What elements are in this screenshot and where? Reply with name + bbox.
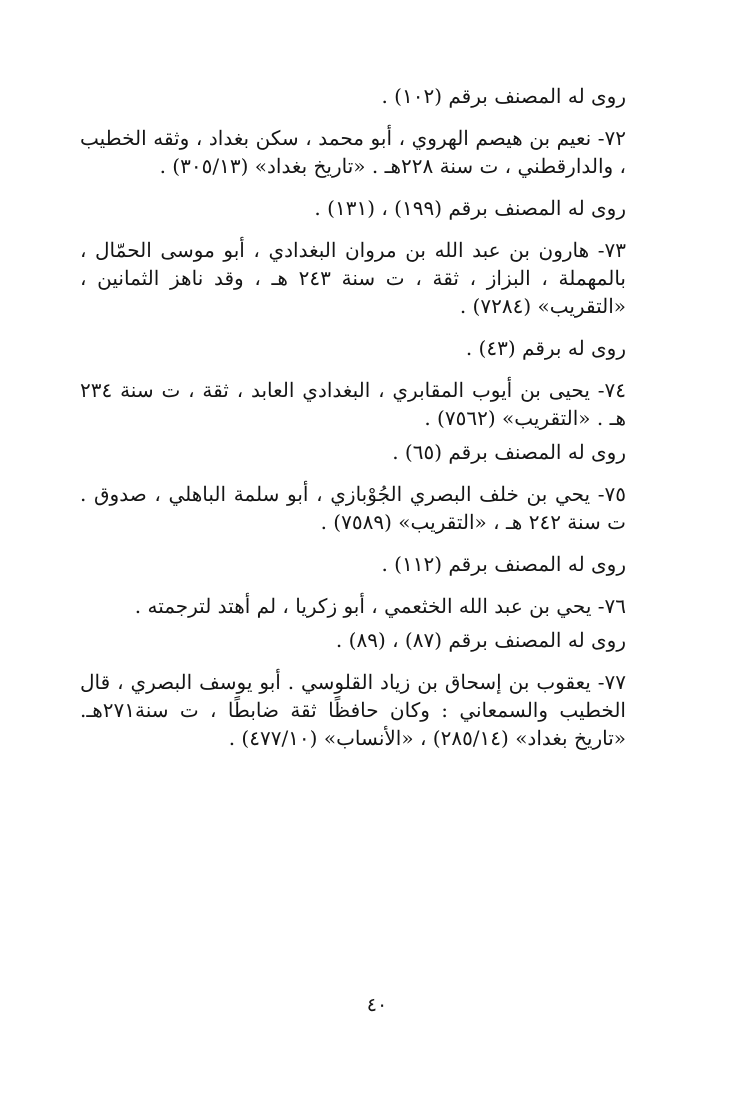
entry-76: ٧٦- يحي بن عبد الله الخثعمي ، أبو زكريا ، لم أهتد لترجمته . [134, 594, 626, 618]
paragraph-ref-87-89: روى له المصنف برقم (٨٧) ، (٨٩) . [335, 628, 626, 652]
entry-72: ٧٢- نعيم بن هيصم الهروي ، أبو محمد ، سكن بغداد ، وثقه الخطيب ، والدارقطني ، ت سنة ٢٢٨هـ . «تاريخ بغداد» (٣٠٥/١٣) . [80, 126, 626, 178]
entry-75: ٧٥- يحي بن خلف البصري الجُوْبازي ، أبو سلمة الباهلي ، صدوق . ت سنة ٢٤٢ هـ ، «التقريب» (٧٥٨٩) . [80, 482, 626, 534]
entry-74: ٧٤- يحيى بن أيوب المقابري ، البغدادي العابد ، ثقة ، ت سنة ٢٣٤ هـ . «التقريب» (٧٥٦٢) . [80, 378, 626, 430]
page-body [80, 82, 626, 752]
entry-77: ٧٧- يعقوب بن إسحاق بن زياد القلوسي . أبو يوسف البصري ، قال الخطيب والسمعاني : وكان حافظًا ثقة ضابطًا ، ت سنة٢٧١هـ. «تاريخ بغداد» (٢٨٥/١٤) ، «الأنساب» (٤٧٧/١٠) . [80, 670, 626, 750]
paragraph-ref-43: روى له برقم (٤٣) . [465, 336, 626, 360]
page-number: ٤٠ [366, 994, 388, 1016]
paragraph-ref-102: روى له المصنف برقم (١٠٢) . [381, 84, 626, 108]
paragraph-ref-199-131: روى له المصنف برقم (١٩٩) ، (١٣١) . [314, 196, 626, 220]
paragraph-ref-65: روى له المصنف برقم (٦٥) . [392, 440, 626, 464]
paragraph-ref-112: روى له المصنف برقم (١١٢) . [381, 552, 626, 576]
entry-73: ٧٣- هارون بن عبد الله بن مروان البغدادي ، أبو موسى الحمّال ، بالمهملة ، البزاز ، ثقة ، ت سنة ٢٤٣ هـ ، وقد ناهز الثمانين ، «التقريب» (٧٢٨٤) . [80, 238, 626, 318]
